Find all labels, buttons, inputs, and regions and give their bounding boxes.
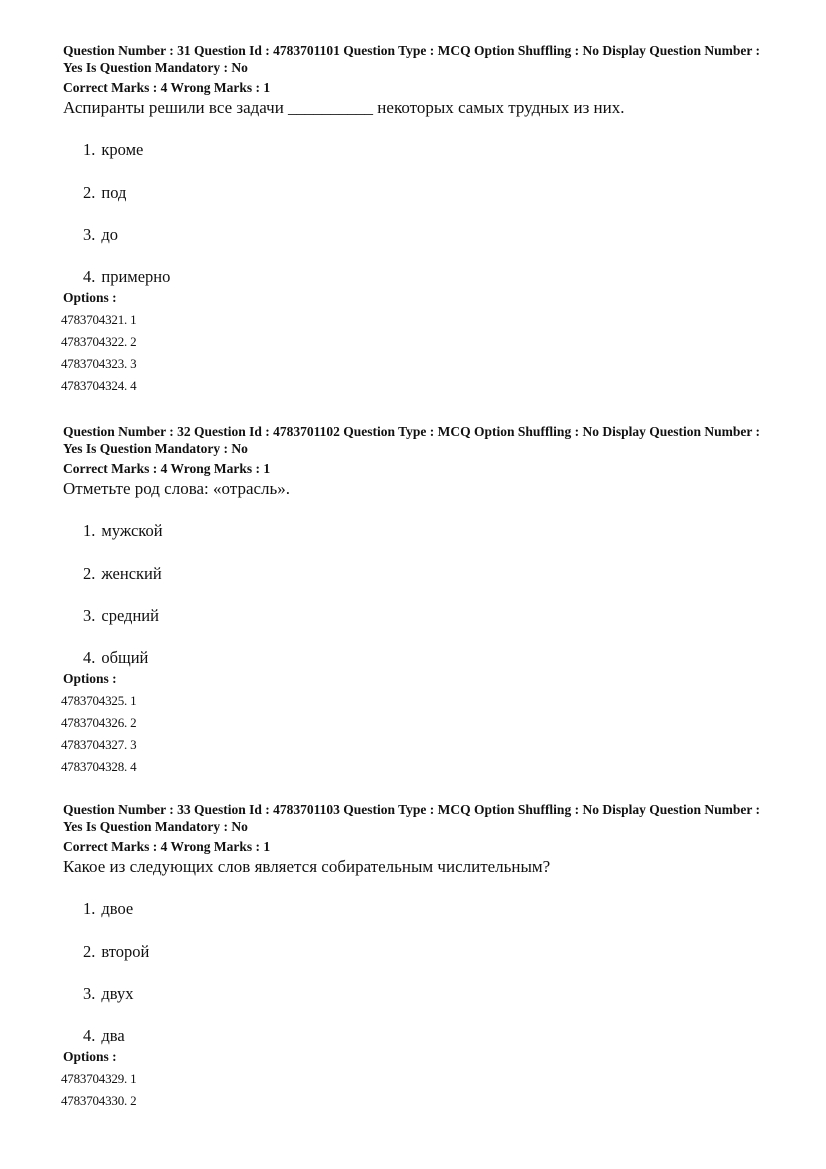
answer-choice xyxy=(63,245,773,287)
answer-choice xyxy=(63,584,773,626)
option-id: 4783704321. 1 xyxy=(61,312,137,328)
choice-number: 2. xyxy=(83,941,96,961)
question-marks: Correct Marks : 4 Wrong Marks : 1 xyxy=(63,461,271,476)
choice-label: под xyxy=(101,182,127,202)
answer-choice xyxy=(63,541,773,583)
question-header: Question Number : 31 Question Id : 4783701101 Question Type : MCQ Option Shuffling : No Display Question Number : Yes Is Question Mandatory : No xyxy=(63,43,760,75)
choice-label: кроме xyxy=(101,140,144,160)
choice-label: мужской xyxy=(101,521,163,541)
answer-choice xyxy=(63,203,773,245)
question-block xyxy=(63,42,773,397)
choice-label: женский xyxy=(101,563,162,583)
choice-label: второй xyxy=(101,941,150,961)
question-block xyxy=(63,423,773,778)
option-id-list xyxy=(61,309,773,397)
option-id-list xyxy=(61,1068,773,1112)
choice-label: двух xyxy=(101,983,134,1003)
option-id: 4783704328. 4 xyxy=(61,759,137,775)
options-heading: Options : xyxy=(63,290,117,306)
answer-choice xyxy=(63,1004,773,1046)
answer-choice xyxy=(63,160,773,202)
option-id: 4783704326. 2 xyxy=(61,715,137,731)
option-id: 4783704324. 4 xyxy=(61,378,137,394)
choice-label: до xyxy=(101,224,119,244)
option-id: 4783704325. 1 xyxy=(61,693,137,709)
question-marks: Correct Marks : 4 Wrong Marks : 1 xyxy=(63,839,271,854)
answer-choice xyxy=(63,499,773,541)
choice-number: 2. xyxy=(83,182,96,202)
choice-label: общий xyxy=(101,648,149,668)
choice-number: 4. xyxy=(83,648,96,668)
option-id: 4783704327. 3 xyxy=(61,737,137,753)
option-id: 4783704323. 3 xyxy=(61,356,137,372)
question-header: Question Number : 33 Question Id : 4783701103 Question Type : MCQ Option Shuffling : No Display Question Number : Yes Is Question Mandatory : No xyxy=(63,802,760,834)
choice-number: 4. xyxy=(83,267,96,287)
answer-choice xyxy=(63,962,773,1004)
choice-label: средний xyxy=(101,605,159,625)
option-id: 4783704329. 1 xyxy=(61,1071,137,1087)
option-id: 4783704330. 2 xyxy=(61,1093,137,1109)
answer-choices xyxy=(63,118,773,287)
question-marks: Correct Marks : 4 Wrong Marks : 1 xyxy=(63,80,271,95)
answer-choice xyxy=(63,877,773,919)
choice-number: 2. xyxy=(83,563,96,583)
choice-number: 4. xyxy=(83,1026,96,1046)
options-heading: Options : xyxy=(63,1049,117,1065)
choice-number: 3. xyxy=(83,605,96,625)
answer-choice xyxy=(63,118,773,160)
choice-label: двое xyxy=(101,899,134,919)
question-text: Отметьте род слова: «отрасль». xyxy=(63,479,291,498)
option-id: 4783704322. 2 xyxy=(61,334,137,350)
choice-number: 3. xyxy=(83,224,96,244)
question-header: Question Number : 32 Question Id : 4783701102 Question Type : MCQ Option Shuffling : No Display Question Number : Yes Is Question Mandatory : No xyxy=(63,424,760,456)
question-block xyxy=(63,801,773,1112)
options-heading: Options : xyxy=(63,671,117,687)
choice-number: 1. xyxy=(83,521,96,541)
answer-choice xyxy=(63,919,773,961)
choice-number: 3. xyxy=(83,983,96,1003)
question-text: Какое из следующих слов является собирательным числительным? xyxy=(63,857,551,876)
answer-choices xyxy=(63,877,773,1046)
choice-label: два xyxy=(101,1026,125,1046)
choice-label: примерно xyxy=(101,267,171,287)
answer-choices xyxy=(63,499,773,668)
question-text: Аспиранты решили все задачи __________ некоторых самых трудных из них. xyxy=(63,98,625,117)
answer-choice xyxy=(63,626,773,668)
choice-number: 1. xyxy=(83,899,96,919)
choice-number: 1. xyxy=(83,140,96,160)
option-id-list xyxy=(61,690,773,778)
